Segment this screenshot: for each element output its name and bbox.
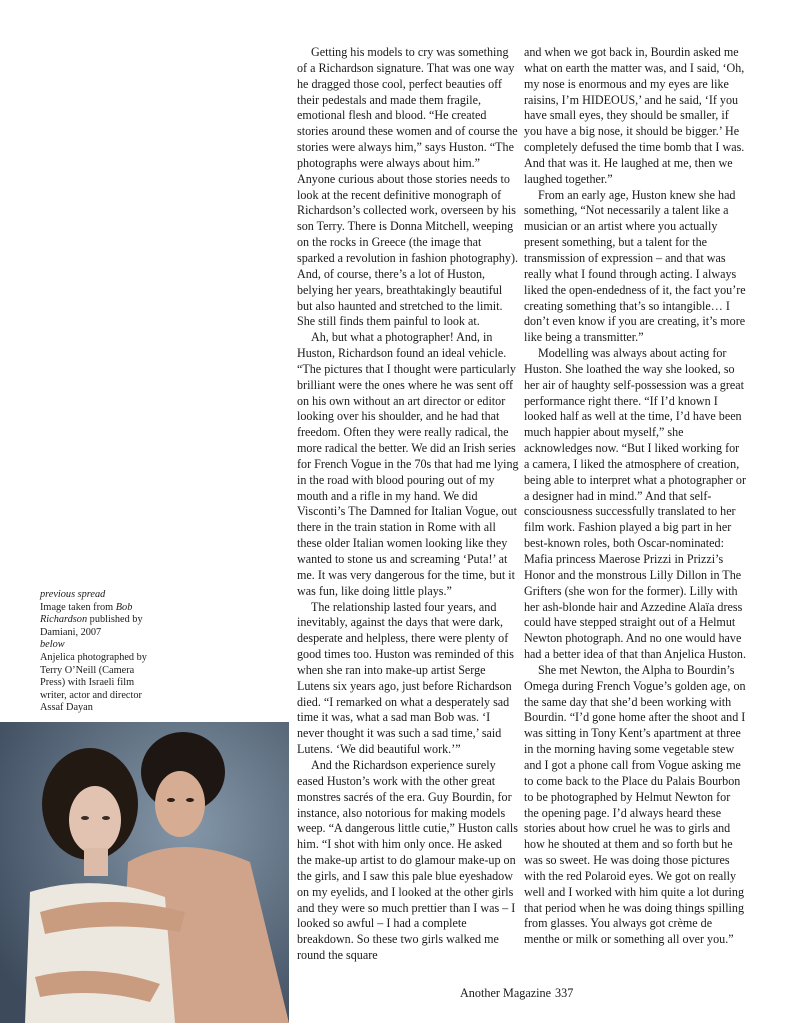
paragraph: and when we got back in, Bourdin asked me what on earth the matter was, and I said, ‘Oh, my nose is enormous and my eyes are like raisins, I’m HIDEOUS,’ and he said, ‘If you have small eyes, they should be smaller, if you have a big nose, it should be bigger.’ He completely defused the time bomb that I was. And that was it. He laughed at me, then we laughed together.” [524, 45, 745, 186]
article-column-middle [297, 45, 519, 964]
photograph-image [0, 722, 289, 1023]
article-column-right [524, 45, 746, 948]
paragraph: And the Richardson experience surely eased Huston’s work with the other great monstres sacrés of the era. Guy Bourdin, for instance, also notorious for making models weep. “A dangerous little cutie,” Huston calls him. “I shot with him only once. He asked the make-up artist to do glamour make-up on the girls, and I saw this pale blue eyeshadow on my eyelids, and I looked at the other girls and they were so much prettier than I was – I looked so awful – I had a complete breakdown. So these two girls walked me round the square [297, 757, 518, 963]
page-number: 337 [555, 986, 574, 1000]
paragraph: From an early age, Huston knew she had something, “Not necessarily a talent like a musician or an artist where you actually present something, but a talent for the transmission of expression – and that was really what I found through acting. I always liked the open-endedness of it, the fact you’re creating something that’s so intangible… I don’t even know if you are creating, it’s more like being a transmitter.” [524, 187, 746, 345]
photo-caption [40, 589, 148, 715]
caption-text-below: Anjelica photographed by Terry O’Neill (Camera Press) with Israeli film writer, actor and director Assaf Dayan [40, 651, 147, 714]
paragraph: She met Newton, the Alpha to Bourdin’s Omega during French Vogue’s golden age, on the same day that she’d been working with Bourdin. “I’d gone home after the shoot and I was sitting in Tony Kent’s apartment at three in the morning having some vegetable stew and I got a phone call from Vogue asking me to come back to the Place du Palais Bourbon to be photographed by Helmut Newton for the opening page. I’d always heard these stories about how cruel he was to girls and how he shouted at them and so forth but he was so sweet. He was doing those pictures with the red Polaroid eyes. We got on really well and I worked with him quite a lot during that period when he was doing things spilling from glasses. You always got crème de menthe or milk or something all over you.” [524, 662, 746, 947]
publication-name: Another Magazine [460, 986, 552, 1000]
paragraph: The relationship lasted four years, and inevitably, against the days that were dark, desperate and helpless, there were plenty of good times too. Huston was reminded of this when she ran into make-up artist Serge Lutens six years ago, just before Richardson died. “I remarked on what a desperately sad time it was, what a sad man Bob was. ‘I never thought it was such a sad time,’ said Lutens. ‘We did beautiful work.’” [297, 599, 514, 757]
caption-text-previous: Image taken from Bob Richardson published by Damiani, 2007 [40, 601, 143, 638]
paragraph: Ah, but what a photographer! And, in Huston, Richardson found an ideal vehicle. “The pictures that I thought were particularly brilliant were the ones where he was sent off on his own without an art director or editor looking over his shoulder, and he had that freedom. Often they were really radical, the more radical the better. We did an Irish series for French Vogue in the 70s that had me lying in the road with blood pouring out of my mouth and a rifle in my hand. We did Visconti’s The Damned for Italian Vogue, out there in the train station in Rome with all these older Italian women looking like they wanted to stone us and screaming ‘Puta!’ at me. It was very dangerous for the time, but it was fun, like doing little plays.” [297, 330, 519, 598]
paragraph: Modelling was always about acting for Huston. She loathed the way she looked, so her air of haughty self-possession was a great performance right there. “If I’d known I looked half as well at the time, I’d have been much happier about myself,” she acknowledges now. “But I liked working for a camera, I liked the atmosphere of creation, being able to interpret what a photographer or a designer had in mind.” And that self-consciousness successfully translated to her film work. Fashion played a big part in her best-known roles, both Oscar-nominated: Mafia princess Maerose Prizzi in Prizzi’s Honor and the monstrous Lilly Dillon in The Grifters (she won for the former). Lilly with her ash-blonde hair and Azzedine Alaïa dress could have stepped straight out of a Helmut Newton photograph. And no one would have had a better idea of that than Anjelica Huston. [524, 346, 746, 662]
caption-label-previous: previous spread [40, 589, 106, 600]
caption-label-below: below [40, 639, 65, 651]
photograph [0, 722, 289, 1023]
paragraph: Getting his models to cry was something of a Richardson signature. That was one way he dragged those cool, perfect beauties off their pedestals and made them fragile, emotional flesh and blood. “He created stories around these women and of course the stories were always him,” says Huston. “The photographs were always about him.” Anyone curious about those stories needs to look at the recent definitive monograph of Richardson’s collected work, overseen by his son Terry. There is Donna Mitchell, weeping on the rocks in Greece (the image that sparked a revolution in fashion photography). And, of course, there’s a lot of Huston, belying her years, breathtakingly beautiful but also haunted and stretched to the limit. She still finds them painful to look at. [297, 45, 518, 329]
page-folio [460, 986, 573, 1001]
